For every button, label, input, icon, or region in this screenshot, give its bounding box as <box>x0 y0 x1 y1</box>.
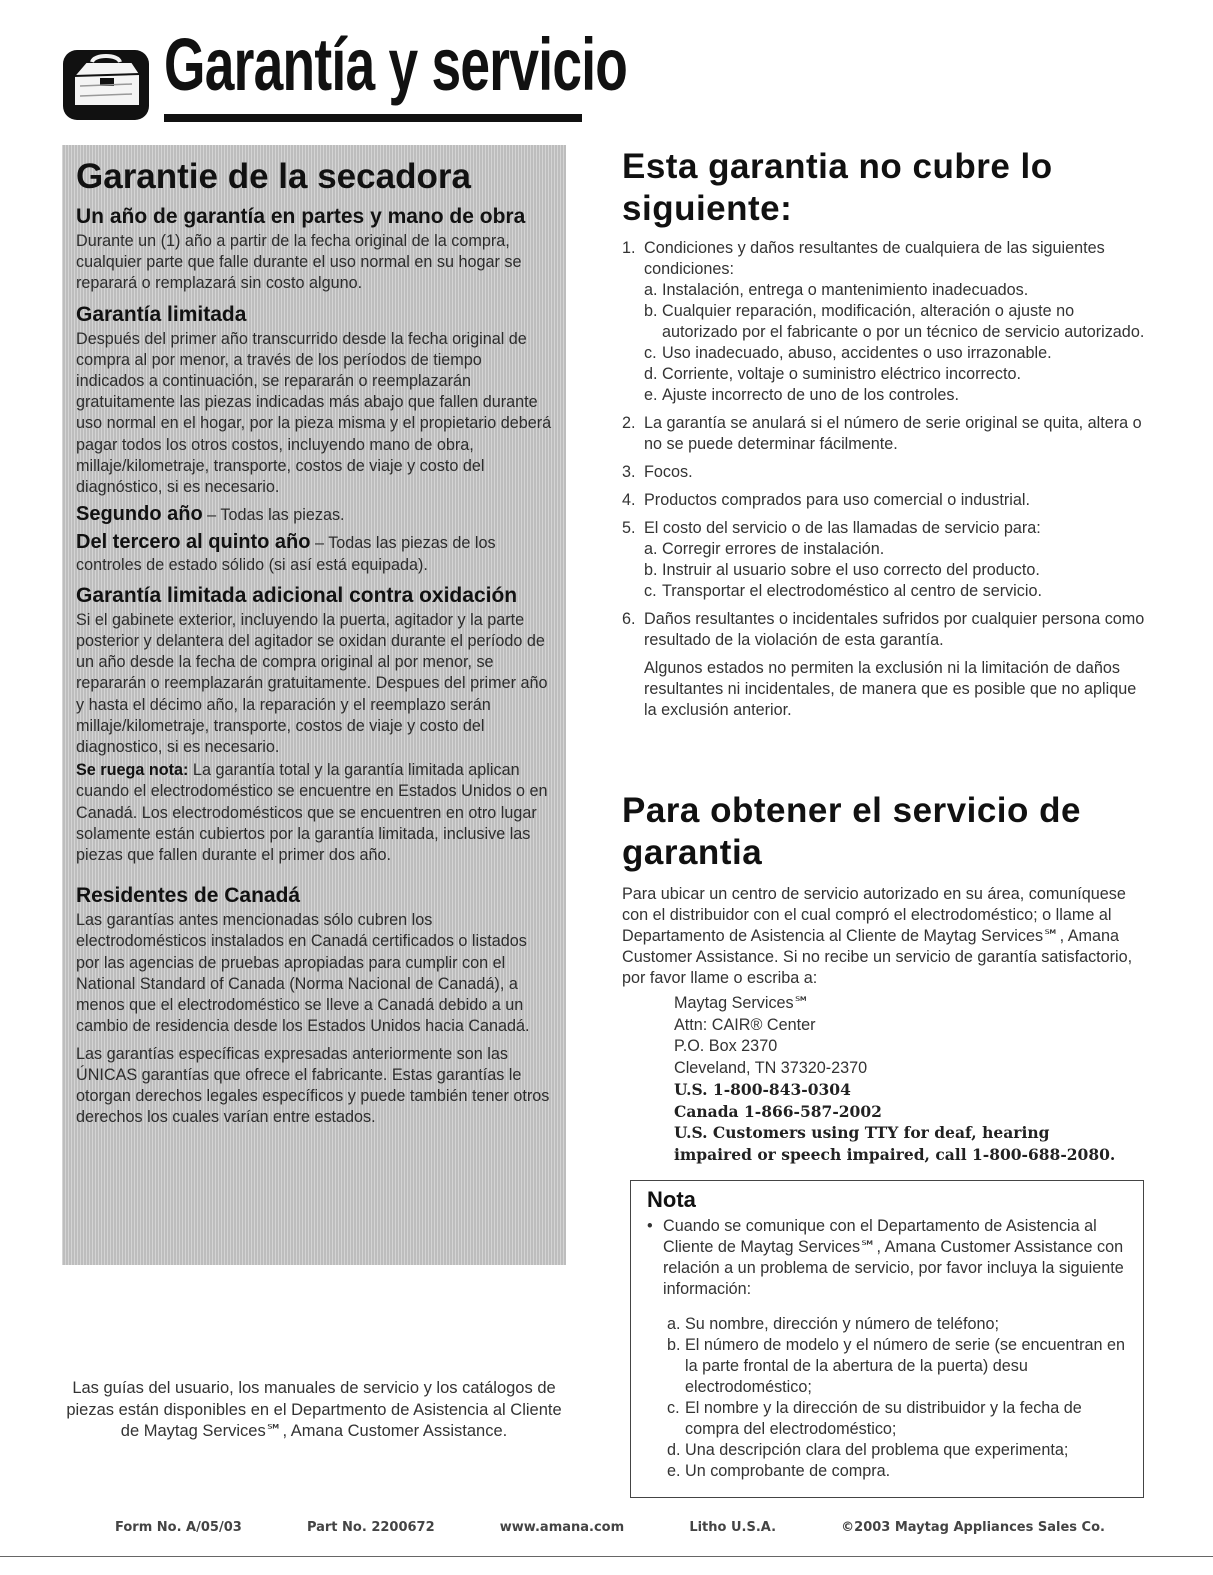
sub-list <box>644 280 1152 406</box>
limited-text: Después del primer año transcurrido desde la fecha original de compra al por menor, a través de los períodos de tiempo indicados a continuación, se repararán o reemplazarán gratuitamente las piezas indicadas más abajo que fallen durante uso normal en el hogar, por la pieza misma y el propietario deberá pagar todos los otros costos, incluyendo mano de obra, millaje/kilometraje, transporte, costos de viaje y costo del diagnóstico, si es necesario. <box>76 329 552 497</box>
sub-item <box>644 385 1152 406</box>
website-link[interactable]: www.amana.com <box>499 1520 625 1535</box>
sub-text: Corriente, voltaje o suministro eléctrico incorrecto. <box>662 365 1021 383</box>
sub-item <box>644 280 1152 301</box>
warranty-panel <box>62 145 566 1265</box>
nota-title: Nota <box>647 1187 696 1212</box>
second-year-heading: Segundo año <box>76 503 203 526</box>
service-intro: Para ubicar un centro de servicio autorizado en su área, comuníquese con el distribuidor con el cual compró el electrodoméstico; o llame al Departamento de Asistencia al Cliente de Maytag Services℠, Amana Customer Assistance. Si no recibe un servicio de garantía satisfactorio, por favor llame o escriba a: <box>622 885 1133 987</box>
sub-letter: a. <box>644 281 658 299</box>
tty-line-1: U.S. Customers using TTY for deaf, hearing <box>674 1123 1050 1142</box>
service-title: Para obtener el servicio de garantia <box>622 791 1081 872</box>
nota-list <box>667 1314 1131 1482</box>
manuals-note: Las guías del usuario, los manuales de servicio y los catálogos de piezas están disponibles en el Departmento de Asistencia al Cliente de Maytag Services℠, Amana Customer Assistance. <box>66 1379 562 1440</box>
list-item <box>622 462 1152 483</box>
item-text: Condiciones y daños resultantes de cualquiera de las siguientes condiciones: <box>644 239 1105 278</box>
sub-item <box>644 560 1152 581</box>
warranty-title: Garantie de la secadora <box>76 157 471 196</box>
sub-item <box>667 1440 1131 1461</box>
title-rule <box>164 114 582 122</box>
sub-letter: d. <box>644 365 658 383</box>
item-text: Focos. <box>644 463 693 481</box>
note-text: La garantía total y la garantía limitada aplican cuando el electrodoméstico se encuentre en Estados Unidos o en Canadá. Los electrodomésticos que se encuentren en otro lugar solamente están cubiertos por la garantía limitada, inclusive las piezas que fallen durante el primer dos año. <box>76 761 548 865</box>
sub-text: El número de modelo y el número de serie (se encuentran en la parte frontal de la abertura de la puerta) desu electrodoméstico; <box>685 1336 1126 1396</box>
sub-letter: a. <box>667 1315 681 1333</box>
item-number: 2. <box>622 414 636 432</box>
phone-canada: Canada 1-866-587-2002 <box>674 1101 882 1121</box>
sub-text: Instalación, entrega o mantenimiento inadecuados. <box>662 281 1029 299</box>
bottom-divider <box>0 1556 1213 1557</box>
list-item <box>622 609 1152 651</box>
list-item <box>622 413 1152 455</box>
canada-heading: Residentes de Canadá <box>76 884 301 908</box>
toolbox-icon <box>62 42 150 122</box>
exclusions-list <box>622 238 1152 651</box>
rust-note <box>76 760 554 866</box>
sub-text: Corregir errores de instalación. <box>662 540 885 558</box>
nota-bullet <box>647 1216 1131 1300</box>
form-number: Form No. A/05/03 <box>115 1520 242 1535</box>
item-text: Daños resultantes o incidentales sufridos por cualquier persona como resultado de la violación de esta garantía. <box>644 610 1145 649</box>
bullet-icon: • <box>647 1217 653 1235</box>
item-number: 1. <box>622 239 636 257</box>
canada-text-2: Las garantías específicas expresadas anteriormente son las ÚNICAS garantías que ofrece el fabricante. Estas garantías le otorgan derechos legales específicos y puede también tener otros derechos los cuales varían entre estados. <box>76 1044 550 1127</box>
address-line: Attn: CAIR® Center <box>674 1015 816 1034</box>
part-number: Part No. 2200672 <box>306 1520 435 1535</box>
phone-us: U.S. 1-800-843-0304 <box>674 1080 851 1099</box>
sub-item <box>667 1398 1131 1440</box>
sub-letter: a. <box>644 540 658 558</box>
one-year-heading: Un año de garantía en partes y mano de obra <box>76 205 526 228</box>
sub-text: Una descripción clara del problema que experimenta; <box>685 1441 1069 1459</box>
sub-letter: c. <box>644 344 657 362</box>
sub-item <box>644 539 1152 560</box>
litho-label: Litho U.S.A. <box>689 1520 777 1535</box>
sub-text: Instruir al usuario sobre el uso correcto del producto. <box>662 561 1040 579</box>
sub-list <box>644 539 1152 602</box>
sub-text: Transportar el electrodoméstico al centro de servicio. <box>662 582 1042 600</box>
sub-item <box>644 301 1152 343</box>
limited-heading: Garantía limitada <box>76 302 247 326</box>
nota-box <box>630 1180 1144 1498</box>
page-title: Garantía y servicio <box>164 23 628 106</box>
page-footer <box>115 1520 1105 1535</box>
item-number: 4. <box>622 491 636 509</box>
list-item <box>622 518 1152 602</box>
third-fifth-year <box>76 532 554 575</box>
third-fifth-heading: Del tercero al quinto año <box>76 531 311 554</box>
note-lead: Se ruega nota: <box>76 761 189 780</box>
third-fifth-text: – Todas las piezas de los controles de estado sólido (si así está equipada). <box>76 534 496 574</box>
tty-line-2: impaired or speech impaired, call 1-800-688-2080. <box>674 1144 1116 1164</box>
sub-item <box>667 1461 1131 1482</box>
rust-text: Si el gabinete exterior, incluyendo la puerta, agitador y la parte posterior y delantera del agitador se oxidan durante el período de un año desde la fecha de compra original al por menor, se repararán o reemplazarán gratuitamente. Despues del primer año y hasta el décimo año, la reparación y el reemplazo serán millaje/kilometraje, transporte, costos de viaje y costo del diagnostico, si es necesario. <box>76 610 548 757</box>
address-line: P.O. Box 2370 <box>674 1037 778 1055</box>
address-line: Cleveland, TN 37320-2370 <box>674 1058 868 1077</box>
sub-letter: b. <box>667 1336 681 1354</box>
nota-bullet-text: Cuando se comunique con el Departamento de Asistencia al Cliente de Maytag Services℠, Amana Customer Assistance con relación a un problema de servicio, por favor incluya la siguiente información: <box>663 1217 1124 1298</box>
list-item <box>622 238 1152 406</box>
address-line: Maytag Services℠ <box>674 994 811 1012</box>
sub-letter: b. <box>644 302 658 320</box>
sub-letter: d. <box>667 1441 681 1459</box>
sub-text: Su nombre, dirección y número de teléfono; <box>685 1315 1000 1333</box>
sub-item <box>667 1335 1131 1398</box>
sub-letter: e. <box>644 386 658 404</box>
item-number: 3. <box>622 463 636 481</box>
list-item <box>622 490 1152 511</box>
sub-text: Un comprobante de compra. <box>685 1462 891 1480</box>
service-section <box>622 790 1152 1165</box>
item-text: El costo del servicio o de las llamadas de servicio para: <box>644 519 1041 537</box>
sub-letter: e. <box>667 1462 681 1480</box>
service-address <box>674 993 1152 1165</box>
second-year-text: – Todas las piezas. <box>202 506 345 525</box>
second-year <box>76 504 554 526</box>
rust-heading: Garantía limitada adicional contra oxidación <box>76 583 518 607</box>
sub-letter: c. <box>667 1399 680 1417</box>
exclusions-section <box>622 146 1152 721</box>
item-text: La garantía se anulará si el número de serie original se quita, altera o no se puede determinar fácilmente. <box>644 414 1142 453</box>
sub-text: Ajuste incorrecto de uno de los controles. <box>662 386 959 404</box>
sub-text: Uso inadecuado, abuso, accidentes o uso irrazonable. <box>662 344 1052 362</box>
item-text: Productos comprados para uso comercial o industrial. <box>644 491 1030 509</box>
sub-text: Cualquier reparación, modificación, alteración o ajuste no autorizado por el fabricante o por un técnico de servicio autorizado. <box>662 302 1145 341</box>
sub-letter: c. <box>644 582 657 600</box>
exclusions-title: Esta garantia no cubre lo siguiente: <box>622 147 1053 228</box>
sub-item <box>644 581 1152 602</box>
sub-item <box>644 364 1152 385</box>
sub-letter: b. <box>644 561 658 579</box>
sub-text: El nombre y la dirección de su distribuidor y la fecha de compra del electrodoméstico; <box>685 1399 1082 1438</box>
sub-item <box>644 343 1152 364</box>
one-year-text: Durante un (1) año a partir de la fecha original de la compra, cualquier parte que falle durante el uso normal en su hogar se reparará o remplazará sin costo alguno. <box>76 232 522 293</box>
item-number: 5. <box>622 519 636 537</box>
canada-text-1: Las garantías antes mencionadas sólo cubren los electrodomésticos instalados en Canadá certificados o listados por las agencias de pruebas apropiadas para cumplir con el National Standard of Canada (Norma Nacional de Canadá), a menos que el electrodoméstico se lleve a Canadá debido a un cambio de residencia desde los Estados Unidos hacia Canadá. <box>76 911 530 1036</box>
copyright: ©2003 Maytag Appliances Sales Co. <box>841 1520 1105 1535</box>
exclusions-closing: Algunos estados no permiten la exclusión ni la limitación de daños resultantes ni incidentales, de manera que es posible que no aplique la exclusión anterior. <box>644 659 1137 719</box>
sub-item <box>667 1314 1131 1335</box>
item-number: 6. <box>622 610 636 628</box>
